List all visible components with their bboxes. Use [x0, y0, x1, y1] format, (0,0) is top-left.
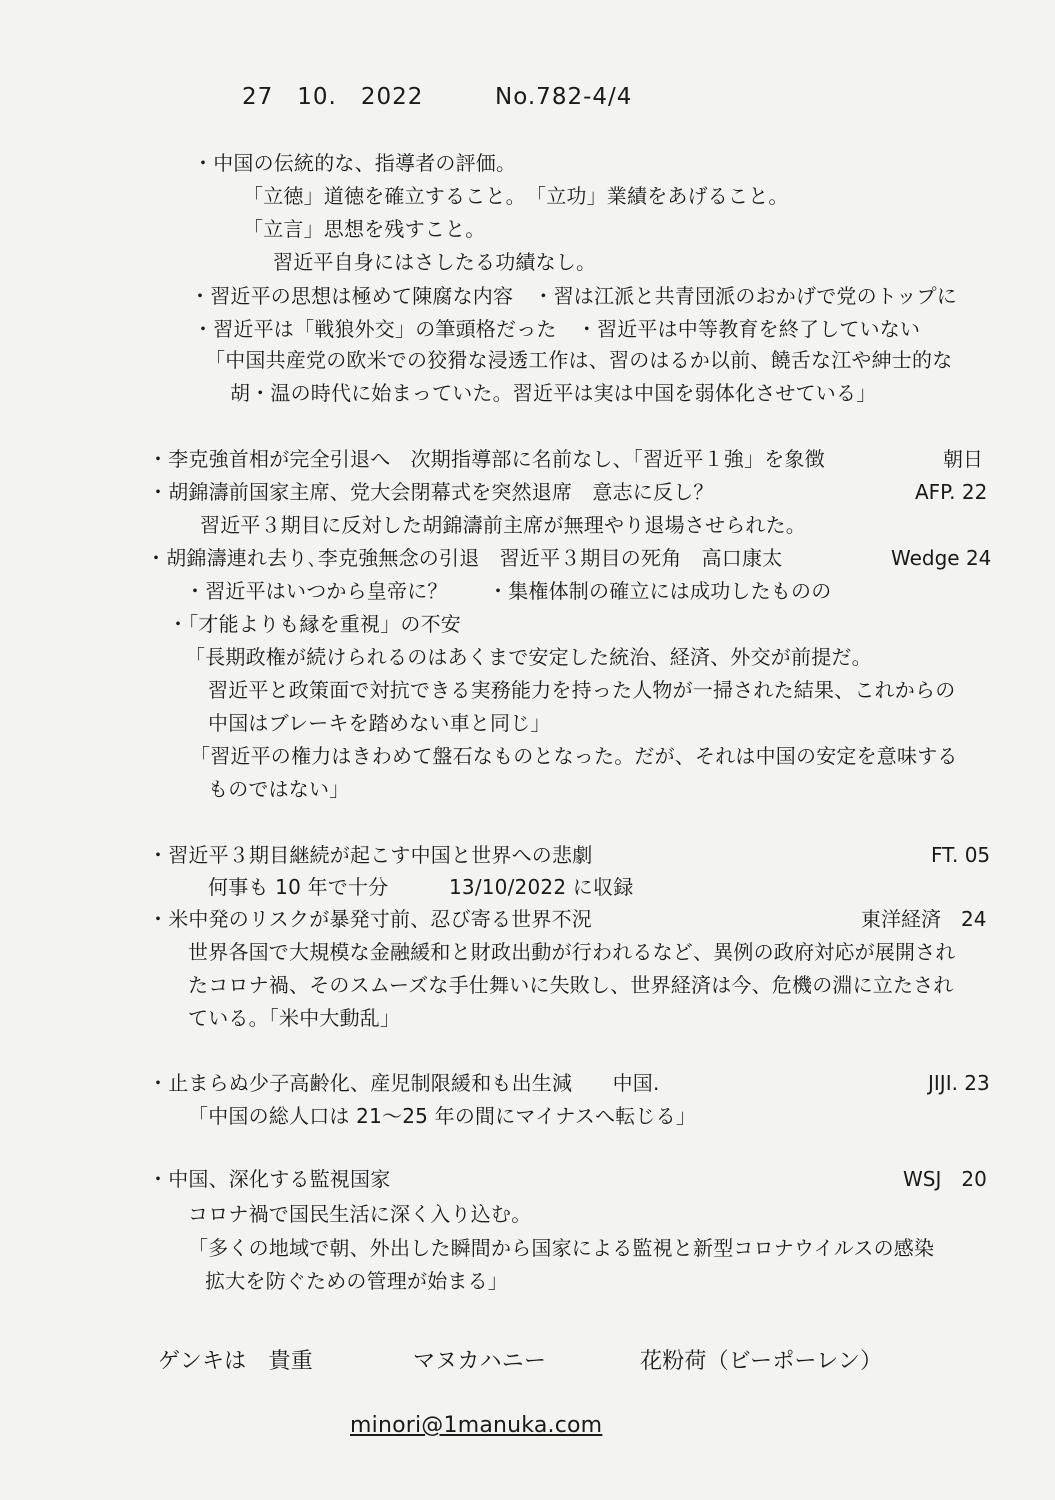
source-label: AFP. 22 — [915, 480, 988, 504]
source-label: Wedge 24 — [891, 546, 992, 570]
bullet-text: ・習近平は「戦狼外交」の筆頭格だった ・習近平は中等教育を終了していない — [193, 317, 921, 341]
body-text: 何事も 10 年で十分 13/10/2022 に収録 — [208, 875, 634, 899]
quote-text: 「習近平の権力はきわめて盤石なものとなった。だが、それは中国の安定を意味する — [190, 744, 958, 768]
quote-text: 胡・温の時代に始まっていた。習近平は実は中国を弱体化させている」 — [230, 381, 877, 405]
headline: ・胡錦濤連れ去り､李克強無念の引退 習近平３期目の死角 高口康太 — [146, 546, 783, 570]
email-link[interactable]: minori@1manuka.com — [350, 1413, 603, 1438]
headline: ・胡錦濤前国家主席、党大会閉幕式を突然退席 意志に反し？ — [148, 480, 714, 504]
quote-text: 「中国の総人口は 21～25 年の間にマイナスへ転じる」 — [188, 1104, 697, 1128]
footer-item: 花粉荷（ビーポーレン） — [640, 1349, 883, 1374]
quote-text: 拡大を防ぐための管理が始まる」 — [205, 1269, 508, 1293]
headline: ・止まらぬ少子高齢化、産児制限緩和も出生減 中国. — [148, 1071, 660, 1095]
body-text: 「立徳」道徳を確立すること。 「立功」業績をあげること。 — [243, 184, 789, 208]
quote-text: 「中国共産党の欧米での狡猾な浸透工作は、習のはるか以前、饒舌な江や紳士的な — [205, 348, 953, 372]
source-label: WSJ 20 — [903, 1167, 987, 1191]
body-text: たコロナ禍、そのスムーズな手仕舞いに失敗し、世界経済は今、危機の淵に立たされ — [188, 973, 954, 997]
bullet-text: ・習近平の思想は極めて陳腐な内容 ・習は江派と共青団派のおかげで党のトップに — [190, 284, 957, 308]
bullet-text: ・中国の伝統的な、指導者の評価。 — [193, 151, 517, 175]
headline: ・李克強首相が完全引退へ 次期指導部に名前なし、「習近平１強」を象徴 — [148, 447, 825, 471]
quote-text: 「長期政権が続けられるのはあくまで安定した統治、経済、外交が前提だ。 — [185, 645, 872, 669]
footer-item: ゲンキは 貴重 — [158, 1349, 313, 1374]
headline: ・中国、深化する監視国家 — [148, 1167, 391, 1191]
source-label: JIJI. 23 — [928, 1071, 990, 1095]
source-label: 東洋経済 24 — [861, 907, 987, 931]
quote-text: 中国はブレーキを踏めない車と同じ」 — [208, 711, 551, 735]
issue-number: No.782-4/4 — [495, 84, 633, 110]
quote-text: 習近平と政策面で対抗できる実務能力を持った人物が一掃された結果、これからの — [208, 678, 956, 702]
headline: ・習近平３期目継続が起こす中国と世界への悲劇 — [148, 843, 593, 867]
body-text: 世界各国で大規模な金融緩和と財政出動が行われるなど、異例の政府対応が展開され — [188, 940, 956, 964]
body-text: 習近平３期目に反対した胡錦濤前主席が無理やり退場させられた。 — [200, 513, 806, 537]
body-text: 習近平自身にはさしたる功績なし。 — [273, 250, 597, 274]
source-label: FT. 05 — [931, 843, 991, 867]
quote-text: ものではない」 — [208, 777, 350, 801]
bullet-text: ・「才能よりも縁を重視」の不安 — [168, 612, 461, 636]
quote-text: 「多くの地域で朝、外出した瞬間から国家による監視と新型コロナウイルスの感染 — [188, 1236, 935, 1260]
body-text: ている。「米中大動乱」 — [188, 1006, 401, 1030]
source-label: 朝日 — [943, 447, 983, 471]
issue-date: 27 10. 2022 — [242, 84, 424, 110]
bullet-text: ・習近平はいつから皇帝に？ ・集権体制の確立には成功したものの — [185, 579, 832, 603]
footer-item: マヌカハニー — [413, 1349, 547, 1374]
headline: ・米中発のリスクが暴発寸前、忍び寄る世界不況 — [148, 907, 592, 931]
body-text: 「立言」思想を残すこと。 — [243, 217, 486, 241]
body-text: コロナ禍で国民生活に深く入り込む。 — [188, 1202, 532, 1226]
